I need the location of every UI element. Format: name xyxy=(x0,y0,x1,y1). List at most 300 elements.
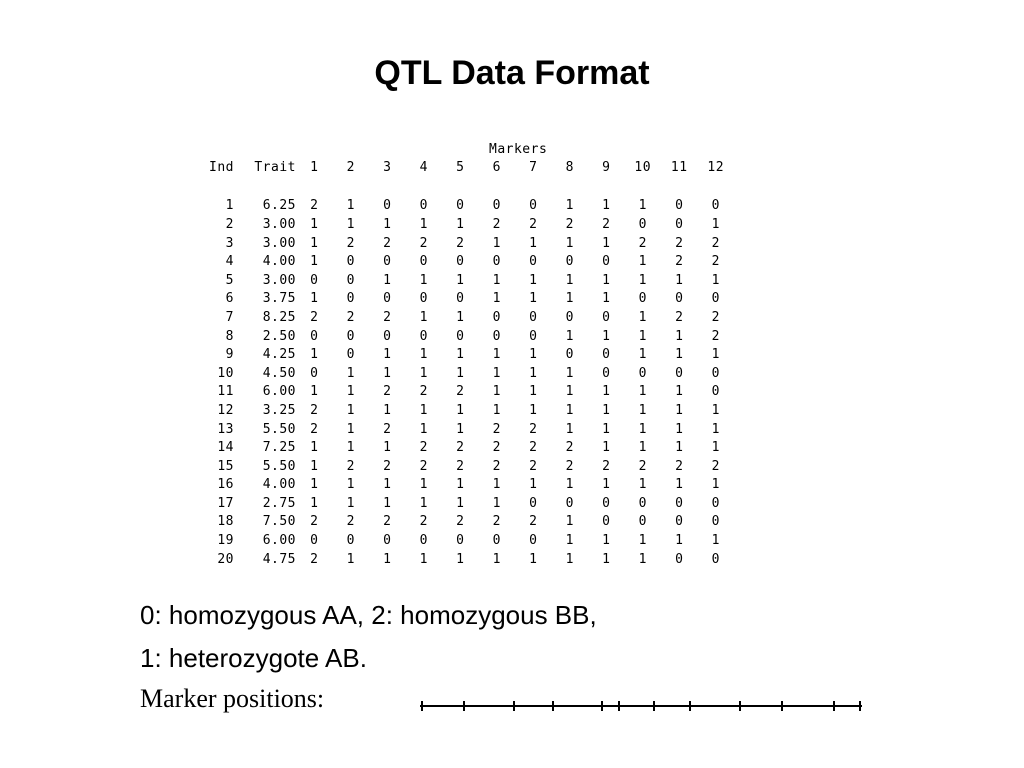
cell-marker-genotype: 1 xyxy=(310,440,319,456)
cell-marker-genotype: 0 xyxy=(711,514,720,530)
cell-marker-genotype: 0 xyxy=(565,309,574,325)
cell-marker-genotype: 0 xyxy=(456,291,465,307)
cell-marker-genotype: 0 xyxy=(638,216,647,232)
table-row xyxy=(180,438,734,457)
genotype-legend-line-2: 1: heterozygote AB. xyxy=(140,643,367,673)
cell-marker-genotype: 1 xyxy=(419,477,428,493)
cell-marker-genotype: 2 xyxy=(529,421,538,437)
genotype-legend-line-1: 0: homozygous AA, 2: homozygous BB, xyxy=(140,600,597,630)
cell-marker-genotype: 2 xyxy=(529,440,538,456)
cell-trait: 4.75 xyxy=(262,551,296,567)
cell-marker-genotype: 1 xyxy=(675,402,684,418)
cell-marker-genotype: 1 xyxy=(419,272,428,288)
cell-marker-genotype: 1 xyxy=(675,421,684,437)
cell-marker-genotype: 2 xyxy=(492,421,501,437)
cell-marker-genotype: 0 xyxy=(529,328,538,344)
cell-marker-genotype: 1 xyxy=(346,198,355,214)
cell-trait: 6.25 xyxy=(262,198,296,214)
cell-marker-genotype: 0 xyxy=(310,365,319,381)
cell-marker-genotype: 1 xyxy=(492,402,501,418)
header-marker-12: 12 xyxy=(707,159,725,175)
cell-marker-genotype: 1 xyxy=(529,365,538,381)
table-row xyxy=(180,531,734,550)
cell-trait: 3.75 xyxy=(262,291,296,307)
cell-marker-genotype: 1 xyxy=(602,235,611,251)
cell-marker-genotype: 1 xyxy=(675,440,684,456)
cell-marker-genotype: 1 xyxy=(492,365,501,381)
cell-marker-genotype: 0 xyxy=(602,347,611,363)
cell-marker-genotype: 1 xyxy=(602,402,611,418)
header-marker-9: 9 xyxy=(602,159,611,175)
cell-ind: 19 xyxy=(217,533,234,549)
cell-marker-genotype: 1 xyxy=(565,291,574,307)
cell-ind: 17 xyxy=(217,495,234,511)
cell-marker-genotype: 0 xyxy=(383,254,392,270)
cell-trait: 5.50 xyxy=(262,421,296,437)
cell-marker-genotype: 1 xyxy=(456,402,465,418)
cell-ind: 8 xyxy=(225,328,234,344)
cell-trait: 2.75 xyxy=(262,495,296,511)
cell-marker-genotype: 1 xyxy=(456,477,465,493)
cell-marker-genotype: 1 xyxy=(565,533,574,549)
cell-marker-genotype: 2 xyxy=(711,458,720,474)
cell-marker-genotype: 2 xyxy=(310,402,319,418)
cell-marker-genotype: 1 xyxy=(310,384,319,400)
cell-marker-genotype: 0 xyxy=(711,291,720,307)
cell-trait: 3.00 xyxy=(262,216,296,232)
cell-marker-genotype: 1 xyxy=(711,216,720,232)
cell-ind: 10 xyxy=(217,365,234,381)
header-marker-3: 3 xyxy=(383,159,392,175)
cell-marker-genotype: 2 xyxy=(419,440,428,456)
cell-marker-genotype: 1 xyxy=(419,402,428,418)
cell-marker-genotype: 0 xyxy=(638,365,647,381)
cell-marker-genotype: 1 xyxy=(602,198,611,214)
cell-marker-genotype: 0 xyxy=(711,495,720,511)
cell-marker-genotype: 0 xyxy=(456,328,465,344)
cell-marker-genotype: 1 xyxy=(529,551,538,567)
cell-marker-genotype: 1 xyxy=(711,347,720,363)
cell-marker-genotype: 2 xyxy=(346,235,355,251)
cell-ind: 20 xyxy=(217,551,234,567)
cell-marker-genotype: 1 xyxy=(675,272,684,288)
cell-marker-genotype: 1 xyxy=(675,347,684,363)
cell-marker-genotype: 1 xyxy=(565,514,574,530)
cell-marker-genotype: 1 xyxy=(456,365,465,381)
cell-marker-genotype: 1 xyxy=(711,533,720,549)
cell-trait: 7.50 xyxy=(262,514,296,530)
cell-marker-genotype: 2 xyxy=(711,235,720,251)
cell-marker-genotype: 0 xyxy=(602,514,611,530)
cell-marker-genotype: 1 xyxy=(419,551,428,567)
table-row xyxy=(180,364,734,383)
cell-marker-genotype: 2 xyxy=(419,514,428,530)
cell-ind: 2 xyxy=(225,216,234,232)
cell-marker-genotype: 1 xyxy=(529,291,538,307)
cell-ind: 5 xyxy=(225,272,234,288)
cell-trait: 3.00 xyxy=(262,235,296,251)
cell-marker-genotype: 1 xyxy=(711,421,720,437)
cell-marker-genotype: 2 xyxy=(675,254,684,270)
cell-trait: 2.50 xyxy=(262,328,296,344)
cell-marker-genotype: 0 xyxy=(346,272,355,288)
cell-marker-genotype: 2 xyxy=(419,384,428,400)
cell-marker-genotype: 1 xyxy=(711,272,720,288)
cell-marker-genotype: 1 xyxy=(602,328,611,344)
cell-marker-genotype: 1 xyxy=(602,384,611,400)
cell-marker-genotype: 0 xyxy=(346,533,355,549)
cell-marker-genotype: 1 xyxy=(419,216,428,232)
cell-marker-genotype: 1 xyxy=(492,347,501,363)
cell-marker-genotype: 2 xyxy=(456,458,465,474)
cell-marker-genotype: 1 xyxy=(565,551,574,567)
cell-marker-genotype: 2 xyxy=(456,440,465,456)
cell-marker-genotype: 1 xyxy=(346,365,355,381)
header-ind: Ind xyxy=(209,159,234,175)
cell-marker-genotype: 0 xyxy=(529,533,538,549)
cell-marker-genotype: 1 xyxy=(419,309,428,325)
table-row xyxy=(180,345,734,364)
cell-marker-genotype: 2 xyxy=(565,458,574,474)
cell-marker-genotype: 1 xyxy=(638,421,647,437)
cell-marker-genotype: 2 xyxy=(602,216,611,232)
cell-trait: 4.25 xyxy=(262,347,296,363)
cell-marker-genotype: 0 xyxy=(346,328,355,344)
table-row xyxy=(180,494,734,513)
cell-marker-genotype: 0 xyxy=(383,291,392,307)
cell-marker-genotype: 2 xyxy=(383,235,392,251)
cell-marker-genotype: 1 xyxy=(456,272,465,288)
cell-marker-genotype: 0 xyxy=(602,365,611,381)
cell-marker-genotype: 1 xyxy=(456,421,465,437)
table-row xyxy=(180,327,734,346)
cell-marker-genotype: 1 xyxy=(602,291,611,307)
header-marker-11: 11 xyxy=(670,159,688,175)
cell-marker-genotype: 1 xyxy=(492,551,501,567)
cell-marker-genotype: 1 xyxy=(638,272,647,288)
cell-marker-genotype: 0 xyxy=(492,198,501,214)
cell-marker-genotype: 2 xyxy=(492,514,501,530)
cell-marker-genotype: 1 xyxy=(419,347,428,363)
cell-marker-genotype: 1 xyxy=(675,477,684,493)
cell-marker-genotype: 1 xyxy=(638,551,647,567)
cell-marker-genotype: 1 xyxy=(565,198,574,214)
cell-marker-genotype: 0 xyxy=(602,309,611,325)
cell-marker-genotype: 1 xyxy=(565,328,574,344)
table-row xyxy=(180,550,734,569)
cell-marker-genotype: 0 xyxy=(310,272,319,288)
cell-ind: 7 xyxy=(225,309,234,325)
cell-marker-genotype: 2 xyxy=(638,458,647,474)
cell-marker-genotype: 1 xyxy=(346,216,355,232)
cell-trait: 6.00 xyxy=(262,384,296,400)
cell-marker-genotype: 1 xyxy=(346,477,355,493)
cell-marker-genotype: 1 xyxy=(602,272,611,288)
cell-marker-genotype: 1 xyxy=(383,272,392,288)
cell-marker-genotype: 1 xyxy=(419,365,428,381)
table-row xyxy=(180,383,734,402)
cell-marker-genotype: 2 xyxy=(346,458,355,474)
cell-marker-genotype: 1 xyxy=(565,365,574,381)
cell-marker-genotype: 0 xyxy=(675,365,684,381)
cell-marker-genotype: 2 xyxy=(310,421,319,437)
cell-marker-genotype: 1 xyxy=(565,477,574,493)
cell-marker-genotype: 0 xyxy=(529,309,538,325)
cell-marker-genotype: 2 xyxy=(565,440,574,456)
cell-marker-genotype: 2 xyxy=(675,235,684,251)
cell-trait: 4.50 xyxy=(262,365,296,381)
cell-trait: 7.25 xyxy=(262,440,296,456)
cell-marker-genotype: 0 xyxy=(492,328,501,344)
markers-group-header-label: Markers xyxy=(489,142,548,157)
cell-marker-genotype: 2 xyxy=(310,551,319,567)
cell-marker-genotype: 1 xyxy=(638,440,647,456)
cell-marker-genotype: 0 xyxy=(675,514,684,530)
cell-marker-genotype: 2 xyxy=(310,309,319,325)
cell-marker-genotype: 1 xyxy=(675,328,684,344)
table-row xyxy=(180,308,734,327)
cell-marker-genotype: 0 xyxy=(346,291,355,307)
cell-marker-genotype: 1 xyxy=(310,216,319,232)
cell-marker-genotype: 1 xyxy=(565,384,574,400)
cell-marker-genotype: 0 xyxy=(419,198,428,214)
cell-marker-genotype: 1 xyxy=(456,309,465,325)
table-row xyxy=(180,252,734,271)
cell-marker-genotype: 1 xyxy=(346,440,355,456)
cell-marker-genotype: 1 xyxy=(529,235,538,251)
cell-ind: 3 xyxy=(225,235,234,251)
cell-marker-genotype: 1 xyxy=(529,347,538,363)
cell-marker-genotype: 1 xyxy=(346,421,355,437)
cell-marker-genotype: 0 xyxy=(529,198,538,214)
cell-marker-genotype: 1 xyxy=(492,384,501,400)
cell-marker-genotype: 0 xyxy=(711,198,720,214)
cell-ind: 12 xyxy=(217,402,234,418)
cell-marker-genotype: 0 xyxy=(383,328,392,344)
header-marker-5: 5 xyxy=(456,159,465,175)
cell-marker-genotype: 2 xyxy=(492,440,501,456)
header-marker-4: 4 xyxy=(419,159,428,175)
cell-marker-genotype: 1 xyxy=(383,402,392,418)
table-row xyxy=(180,457,734,476)
cell-marker-genotype: 1 xyxy=(602,533,611,549)
cell-marker-genotype: 1 xyxy=(310,477,319,493)
header-marker-7: 7 xyxy=(529,159,538,175)
header-spacer-row xyxy=(180,177,734,197)
cell-marker-genotype: 1 xyxy=(638,198,647,214)
cell-marker-genotype: 1 xyxy=(602,440,611,456)
cell-marker-genotype: 1 xyxy=(383,477,392,493)
cell-marker-genotype: 0 xyxy=(711,551,720,567)
cell-marker-genotype: 0 xyxy=(565,347,574,363)
cell-marker-genotype: 2 xyxy=(346,514,355,530)
table-row xyxy=(180,215,734,234)
cell-marker-genotype: 2 xyxy=(456,235,465,251)
cell-marker-genotype: 1 xyxy=(638,347,647,363)
cell-marker-genotype: 2 xyxy=(456,384,465,400)
cell-marker-genotype: 2 xyxy=(638,235,647,251)
cell-marker-genotype: 0 xyxy=(602,254,611,270)
cell-marker-genotype: 1 xyxy=(711,440,720,456)
cell-trait: 3.00 xyxy=(262,272,296,288)
cell-trait: 8.25 xyxy=(262,309,296,325)
table-row xyxy=(180,197,734,216)
cell-marker-genotype: 0 xyxy=(565,495,574,511)
cell-marker-genotype: 2 xyxy=(711,309,720,325)
cell-ind: 14 xyxy=(217,440,234,456)
cell-marker-genotype: 1 xyxy=(638,533,647,549)
cell-marker-genotype: 0 xyxy=(419,291,428,307)
cell-marker-genotype: 0 xyxy=(675,216,684,232)
cell-marker-genotype: 1 xyxy=(456,495,465,511)
cell-marker-genotype: 0 xyxy=(675,291,684,307)
cell-ind: 15 xyxy=(217,458,234,474)
cell-marker-genotype: 1 xyxy=(310,458,319,474)
cell-trait: 6.00 xyxy=(262,533,296,549)
cell-marker-genotype: 1 xyxy=(419,421,428,437)
cell-marker-genotype: 1 xyxy=(638,402,647,418)
cell-marker-genotype: 1 xyxy=(602,551,611,567)
cell-ind: 16 xyxy=(217,477,234,493)
cell-marker-genotype: 1 xyxy=(638,254,647,270)
cell-marker-genotype: 1 xyxy=(675,384,684,400)
cell-marker-genotype: 2 xyxy=(529,216,538,232)
cell-marker-genotype: 0 xyxy=(383,198,392,214)
cell-marker-genotype: 0 xyxy=(419,254,428,270)
cell-marker-genotype: 2 xyxy=(383,309,392,325)
cell-ind: 4 xyxy=(225,254,234,270)
slide-title: QTL Data Format xyxy=(374,54,650,92)
cell-marker-genotype: 0 xyxy=(675,495,684,511)
cell-ind: 18 xyxy=(217,514,234,530)
marker-positions-axis xyxy=(416,696,866,716)
cell-marker-genotype: 1 xyxy=(602,421,611,437)
cell-marker-genotype: 0 xyxy=(346,347,355,363)
cell-marker-genotype: 1 xyxy=(565,402,574,418)
cell-marker-genotype: 2 xyxy=(310,514,319,530)
cell-marker-genotype: 2 xyxy=(346,309,355,325)
cell-marker-genotype: 1 xyxy=(529,402,538,418)
cell-trait: 3.25 xyxy=(262,402,296,418)
cell-marker-genotype: 2 xyxy=(529,514,538,530)
cell-marker-genotype: 1 xyxy=(419,495,428,511)
cell-marker-genotype: 0 xyxy=(711,365,720,381)
cell-ind: 13 xyxy=(217,421,234,437)
table-row xyxy=(180,271,734,290)
cell-marker-genotype: 1 xyxy=(346,551,355,567)
cell-ind: 9 xyxy=(225,347,234,363)
cell-marker-genotype: 1 xyxy=(456,551,465,567)
cell-marker-genotype: 1 xyxy=(565,421,574,437)
cell-marker-genotype: 1 xyxy=(383,347,392,363)
cell-marker-genotype: 1 xyxy=(383,440,392,456)
table-row xyxy=(180,420,734,439)
cell-marker-genotype: 0 xyxy=(529,495,538,511)
cell-marker-genotype: 0 xyxy=(383,533,392,549)
cell-marker-genotype: 0 xyxy=(456,198,465,214)
cell-marker-genotype: 1 xyxy=(346,384,355,400)
cell-marker-genotype: 1 xyxy=(310,254,319,270)
cell-marker-genotype: 1 xyxy=(383,495,392,511)
cell-marker-genotype: 2 xyxy=(711,328,720,344)
cell-marker-genotype: 1 xyxy=(383,551,392,567)
cell-marker-genotype: 1 xyxy=(456,216,465,232)
cell-marker-genotype: 0 xyxy=(456,254,465,270)
cell-marker-genotype: 2 xyxy=(675,458,684,474)
cell-marker-genotype: 0 xyxy=(419,533,428,549)
table-header-row xyxy=(180,158,734,177)
cell-marker-genotype: 0 xyxy=(675,551,684,567)
cell-marker-genotype: 2 xyxy=(383,384,392,400)
cell-marker-genotype: 2 xyxy=(711,254,720,270)
cell-marker-genotype: 0 xyxy=(492,533,501,549)
cell-marker-genotype: 1 xyxy=(346,402,355,418)
cell-marker-genotype: 2 xyxy=(419,458,428,474)
cell-marker-genotype: 2 xyxy=(456,514,465,530)
cell-marker-genotype: 1 xyxy=(638,477,647,493)
cell-marker-genotype: 1 xyxy=(383,365,392,381)
table-row xyxy=(180,401,734,420)
cell-marker-genotype: 0 xyxy=(602,495,611,511)
table-row xyxy=(180,234,734,253)
cell-marker-genotype: 1 xyxy=(492,235,501,251)
cell-marker-genotype: 0 xyxy=(711,384,720,400)
cell-marker-genotype: 1 xyxy=(529,384,538,400)
cell-marker-genotype: 0 xyxy=(310,533,319,549)
cell-marker-genotype: 1 xyxy=(492,272,501,288)
header-marker-10: 10 xyxy=(634,159,652,175)
cell-marker-genotype: 2 xyxy=(675,309,684,325)
cell-marker-genotype: 0 xyxy=(638,514,647,530)
cell-marker-genotype: 1 xyxy=(492,291,501,307)
cell-marker-genotype: 1 xyxy=(711,477,720,493)
cell-trait: 5.50 xyxy=(262,458,296,474)
qtl-table-body xyxy=(180,197,734,569)
cell-marker-genotype: 0 xyxy=(529,254,538,270)
cell-marker-genotype: 2 xyxy=(383,421,392,437)
header-trait: Trait xyxy=(254,159,296,175)
cell-marker-genotype: 1 xyxy=(310,235,319,251)
cell-marker-genotype: 2 xyxy=(383,514,392,530)
marker-positions-label: Marker positions: xyxy=(140,684,325,713)
header-marker-2: 2 xyxy=(346,159,355,175)
cell-marker-genotype: 2 xyxy=(419,235,428,251)
cell-marker-genotype: 1 xyxy=(565,235,574,251)
cell-marker-genotype: 0 xyxy=(492,254,501,270)
cell-marker-genotype: 1 xyxy=(310,347,319,363)
cell-marker-genotype: 2 xyxy=(602,458,611,474)
cell-marker-genotype: 1 xyxy=(529,272,538,288)
cell-marker-genotype: 0 xyxy=(456,533,465,549)
cell-marker-genotype: 1 xyxy=(565,272,574,288)
cell-marker-genotype: 0 xyxy=(675,198,684,214)
cell-ind: 1 xyxy=(225,198,234,214)
cell-marker-genotype: 0 xyxy=(310,328,319,344)
cell-marker-genotype: 1 xyxy=(675,533,684,549)
cell-marker-genotype: 1 xyxy=(310,291,319,307)
cell-marker-genotype: 2 xyxy=(492,458,501,474)
cell-marker-genotype: 1 xyxy=(638,384,647,400)
header-marker-6: 6 xyxy=(492,159,501,175)
cell-marker-genotype: 0 xyxy=(638,495,647,511)
cell-marker-genotype: 1 xyxy=(456,347,465,363)
table-row xyxy=(180,290,734,309)
cell-marker-genotype: 0 xyxy=(419,328,428,344)
cell-marker-genotype: 2 xyxy=(383,458,392,474)
cell-marker-genotype: 0 xyxy=(638,291,647,307)
header-marker-1: 1 xyxy=(310,159,319,175)
cell-marker-genotype: 1 xyxy=(310,495,319,511)
